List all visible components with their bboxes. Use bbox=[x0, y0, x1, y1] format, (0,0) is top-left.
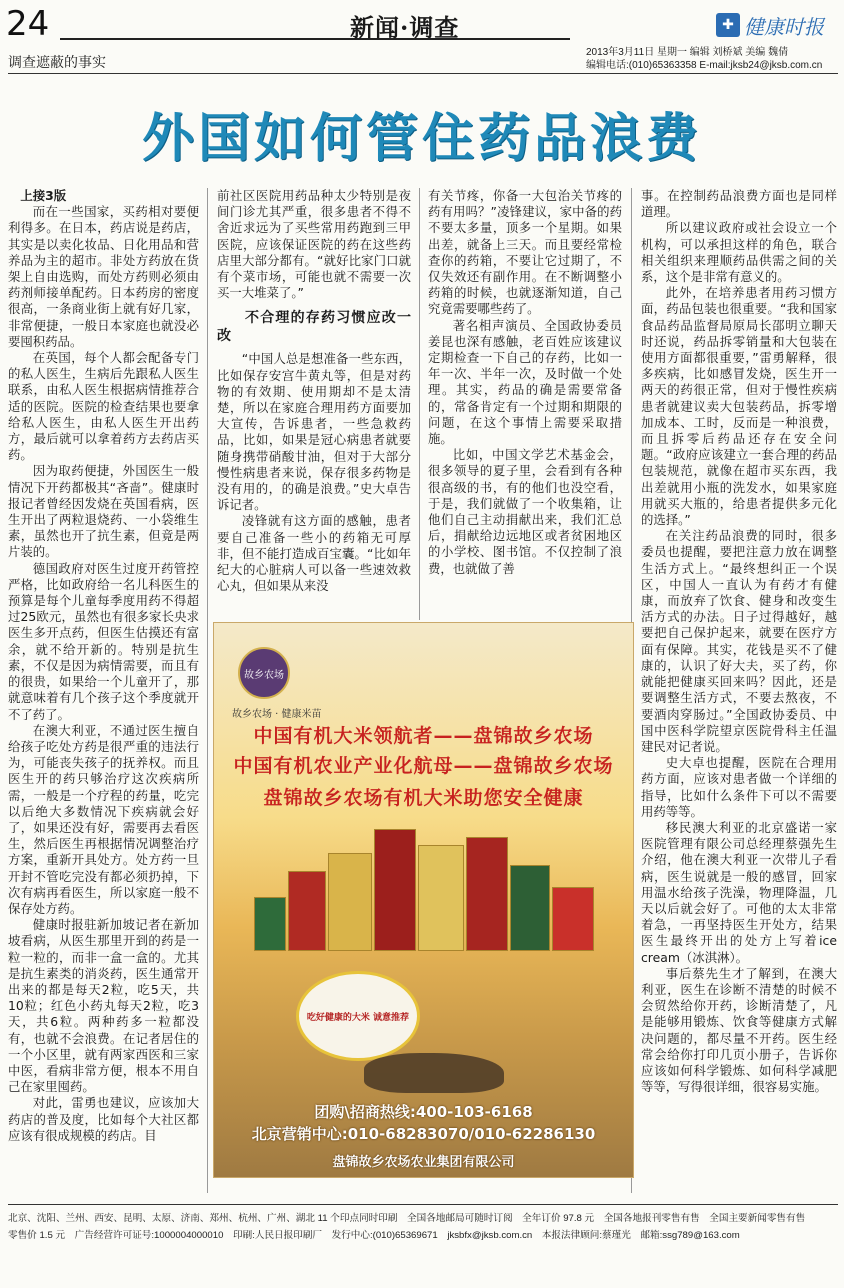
headline: 外国如何管住药品浪费 bbox=[141, 109, 702, 169]
product-box bbox=[254, 897, 286, 951]
paragraph: 著名相声演员、全国政协委员姜昆也深有感触，老百姓应该建议定期检查一下自己的存药，比如一年一次、半年一次，及时做一个处理。其实，药品的确是需要常备的，常备肯定有一个过期和期限的问题，在这个事情上需要采取措施。 bbox=[428, 317, 622, 447]
ad-hotline: 团购\招商热线:400-103-6168 bbox=[314, 1103, 533, 1121]
paragraph: 在关注药品浪费的同时，很多委员也提醒，要把注意力放在调整生活方式上。“最终想纠正一个误区，中国人一直认为有药才有健康，而放弃了饮食、健身和改变生活方式的办法。日子过得越好，越要把自己保护起来，就要在医疗方面有保障。其实，花钱是买不了健康的，认识了好大夫，买了药，你就能把健康买回来吗？因此，还是要调整生活方式，不要去熬夜，不要酒肉穿肠过。”全国政协委员、中国中医科学院望京医院骨科主任温建民对记者说。 bbox=[641, 528, 837, 754]
footer-line-1: 北京、沈阳、兰州、西安、昆明、太原、济南、郑州、杭州、广州、湖北 11 个印点同时印刷 全国各地邮局可随时订阅 全年订价 97.8 元 全国各地报刊零售有售 全国主要新闻零售有售 bbox=[8, 1213, 806, 1224]
logo-text: 健康时报 bbox=[744, 14, 824, 39]
product-box bbox=[418, 845, 464, 951]
column-name: 调查遮蔽的事实 bbox=[8, 55, 106, 71]
newspaper-logo bbox=[716, 10, 838, 40]
footer-rule bbox=[8, 1204, 838, 1205]
article-column-2 bbox=[217, 188, 411, 620]
buffalo-silhouette bbox=[364, 1053, 504, 1093]
paragraph: 事。在控制药品浪费方面也是同样道理。 bbox=[641, 188, 837, 220]
paragraph: 德国政府对医生过度开药管控严格，比如政府给一名儿科医生的预算是每个儿童每季度用药不得超过25欧元，虽然也有很多家长央求医生多开点药，但医生估摸还有富余，就不给开新的。特别是抗生素，不仅是因为病情需要，而且有的很贵，如果给一个儿童开了，那就意味着有几个孩子这个季度就开不了药了。 bbox=[8, 560, 199, 722]
footer-line-2: 零售价 1.5 元 广告经营许可证号:1000004000010 印刷:人民日报印刷厂 发行中心:(010)65369671 jksbfx@jksb.com.cn 本报法律顾问:蔡瑾光 邮箱:ssg789@163.com bbox=[8, 1230, 740, 1241]
paragraph: 有关节疼，你备一大包治关节疼的药有用吗？”凌锋建议，家中备的药不要太多量，顶多一个星期。如果出差，就备上三天。而且要经常检查你的药箱，不要让它过期了，不仅失效还有副作用。在不断调整小药箱的时候，也就逐渐知道，自己究竟需要哪些药了。 bbox=[428, 188, 622, 317]
paragraph: 在澳大利亚，不通过医生擅自给孩子吃处方药是很严重的违法行为，可能丧失孩子的抚养权。而且医生开的药只够治疗这次疾病所需，一般是一个疗程的药量，吃完以后绝大多数情况下疾病就会好了，如果还没有好，需要再去看医生，然后医生再根据情况调整治疗方案，重新开具处方。处方药一旦开封不管吃完没有都必须扔掉，下次有病再看医生，所以家庭一般不保存处方药。 bbox=[8, 722, 199, 916]
ad-slogan-2: 中国有机农业产业化航母——盘锦故乡农场 bbox=[233, 755, 614, 777]
paragraph: 前社区医院用药品种太少特别是夜间门诊尤其严重，很多患者不得不舍近求远为了买些常用药跑到三甲医院，应该保证医院的药在这些药店里大部分都有。“就好比家门口就有个菜市场，可能也就不需要一次买一大堆菜了。” bbox=[217, 188, 411, 301]
continuation-note: 上接3版 bbox=[20, 188, 67, 203]
paragraph: 史大卓也提醒，医院在合理用药方面，应该对患者做一个详细的指导，比如什么条件下可以不需要用药等等。 bbox=[641, 755, 837, 819]
paragraph: 因为取药便捷，外国医生一般情况下开药都极其“吝啬”。健康时报记者曾经因发烧在英国看病，医生开出了两粒退烧药、一小袋维生素，虽然也开了抗生素，但竟是两片装的。 bbox=[8, 463, 199, 560]
header-rule bbox=[60, 38, 570, 40]
article-column-4 bbox=[641, 188, 837, 1193]
paragraph: “中国人总是想准备一些东西，比如保存安宫牛黄丸等，但是对药物的有效期、使用期却不是太清楚，所以在家庭合理用药方面要加大宣传，告诉患者，一些急救药品，比如，如果是冠心病患者就要随身携带硝酸甘油，但对于大部分慢性病患者来说，保存很多药物是没有用的，的确是浪费。”史大卓告诉记者。 bbox=[217, 351, 411, 513]
paragraph: 所以建议政府或社会设立一个机构，可以承担这样的角色，联合相关组织来理顺药品供需之间的关系，这个是非常有意义的。 bbox=[641, 220, 837, 285]
ad-company: 盘锦故乡农场农业集团有限公司 bbox=[332, 1155, 515, 1170]
ad-slogan-1: 中国有机大米领航者——盘锦故乡农场 bbox=[253, 725, 594, 747]
header-divider bbox=[8, 73, 838, 74]
paragraph: 凌锋就有这方面的感触，患者要自己准备一些小的药箱无可厚非，但不能打造成百宝囊。“比如年纪大的心脏病人可以备一些速效救心丸，但如果从来没 bbox=[217, 513, 411, 594]
paragraph: 比如，中国文学艺术基金会，很多领导的夏子里，会看到有各种很高级的书，有的他们也没空看，于是，我们就做了一个收集箱，让他们自己主动捐献出来，我们汇总后，捐献给边远地区或者贫困地区的小学校、图书馆。不仅控制了浪费，也就做了善 bbox=[428, 447, 622, 576]
logo-icon: ✚ bbox=[716, 13, 740, 37]
article-column-3 bbox=[428, 188, 622, 620]
paragraph: 而在一些国家，买药相对要便利得多。在日本，药店说是药店，其实是以卖化妆品、日化用品和营养品为主的超市。非处方药放在货架上自由选购，而处方药则必须由药剂师接单配药。日本药房的密度很高，一条商业街上就有好几家，非常便捷，一般日本家庭也就没必要囤积药品。 bbox=[8, 204, 199, 349]
paragraph: 对此，雷勇也建议，应该加大药店的普及度，比如每个大社区都应该有很成规模的药店。目 bbox=[8, 1095, 199, 1143]
paragraph: 此外，在培养患者用药习惯方面，药品包装也很重要。“我和国家食品药品监督局原局长邵明立聊天时还说，药品拆零销量和大包装在使用方面都很重要，”雷勇解释，很多疾病，比如感冒发烧，医生开一两天的药很正常，但对于慢性疾病患者就建议卖大包装药品，拆零增加成本、工时，反而是一种浪费，而且拆零后药品还存在安全问题。“政府应该建立一套合理的药品包装规范，就像在超市买东西，我出差就用小瓶的洗发水，如果家庭用就买大瓶的，给患者提供多元化的选择。” bbox=[641, 285, 837, 528]
paragraph: 健康时报驻新加坡记者在新加坡看病，从医生那里开到的药是一粒一粒的，而非一盒一盒的。尤其是抗生素类的消炎药，医生通常开出来的都是每天2粒，吃5天，共10粒；红色小药丸每天2粒，吃3天，共6粒。两种药多一粒都没有，也就不会浪费。在记者居住的一个小区里，就有两家西医和三家中医，看病非常方便，根本不用自己在家里囤药。 bbox=[8, 917, 199, 1095]
ad-slogan-3: 盘锦故乡农场有机大米助您安全健康 bbox=[263, 787, 584, 809]
brand-badge: 故乡农场 bbox=[238, 647, 290, 699]
product-box bbox=[510, 865, 550, 951]
section-title: 新闻·调查 bbox=[350, 13, 460, 42]
ad-beijing-center: 北京营销中心:010-68283070/010-62286130 bbox=[251, 1125, 596, 1143]
article-column-1 bbox=[8, 188, 199, 1193]
product-box bbox=[328, 853, 372, 951]
product-box bbox=[288, 871, 326, 951]
ad-tagline: 故乡农场 · 健康米苗 bbox=[232, 709, 322, 720]
page-number: 24 bbox=[6, 4, 50, 44]
column-divider bbox=[207, 188, 208, 1193]
date-line: 2013年3月11日 星期一 编辑 刘桥斌 美编 魏倩 bbox=[586, 47, 789, 58]
header-meta bbox=[586, 46, 838, 72]
rice-advertisement bbox=[213, 622, 634, 1178]
product-box bbox=[552, 887, 594, 951]
contact-line: 编辑电话:(010)65363358 E-mail:jksb24@jksb.com.cn bbox=[586, 60, 823, 71]
paragraph: 事后蔡先生才了解到，在澳大利亚，医生在诊断不清楚的时候不会贸然给你开药，诊断清楚了，凡是能够用锻炼、饮食等健康方式解决问题的，都尽量不开药。医生经常会给你打印几页小册子，告诉你应该如何科学锻炼、如何科学减肥等等，写得很详细，很容易实施。 bbox=[641, 965, 837, 1095]
product-box bbox=[374, 829, 416, 951]
paragraph: 移民澳大利亚的北京盛诺一家医院管理有限公司总经理蔡强先生介绍，他在澳大利亚一次带儿子看病，医生说就是一般的感冒，回家用温水给孩子洗澡，物理降温，几天以后就会好了。可他的太太非常着急，一再坚持医生开处方，结果医生最终开出的处方上写着ice cream（冰淇淋）。 bbox=[641, 819, 837, 965]
subheading: 不合理的存药习惯应改一改 bbox=[217, 310, 411, 345]
footer bbox=[8, 1210, 838, 1244]
rice-sticker: 吃好健康的大米 诚意推荐 bbox=[296, 971, 420, 1061]
product-boxes bbox=[254, 819, 594, 951]
column-divider bbox=[419, 188, 420, 620]
product-box bbox=[466, 837, 508, 951]
paragraph: 在英国，每个人都会配备专门的私人医生，生病后先跟私人医生联系，由私人医生根据病情推荐合适的医院。医院的检查结果也要拿给私人医生，由私人医生开出药方，最后就可以拿着药方去药店买药。 bbox=[8, 350, 199, 463]
